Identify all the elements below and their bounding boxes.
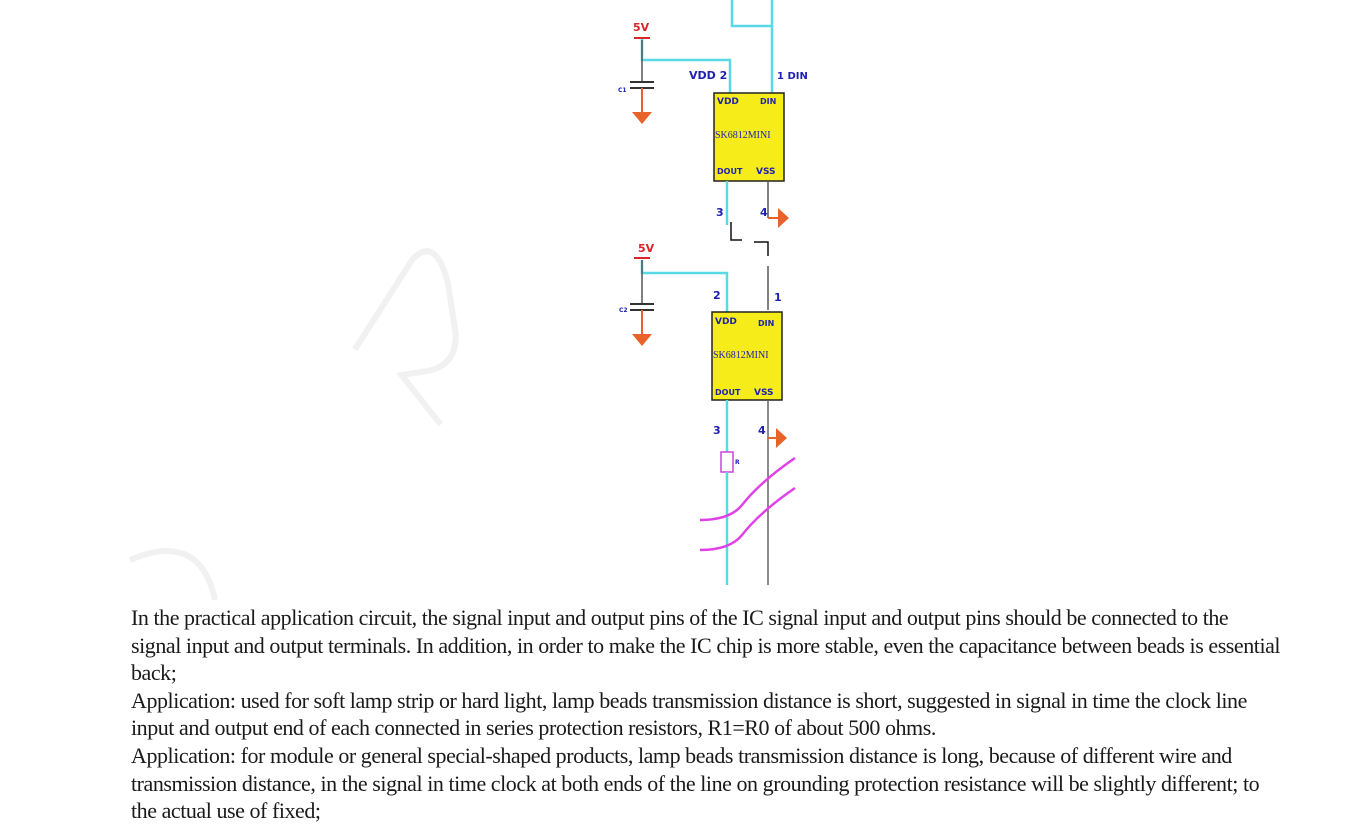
ground-symbol-chip-top [778,208,789,228]
chip-top-part: SK6812MINI [715,130,771,141]
description-text [131,604,1281,825]
chip-bottom-vdd: VDD [715,317,737,327]
paragraph-application-long: Application: for module or general special-shaped products, lamp beads transmission distance is long, because of different wire and transmission distance, in the signal in time clock at both ends of the line on grounding protection resistance will be slightly different; to the actual use of fixed; [131,742,1260,824]
chip-bottom-pin1: 1 [774,291,782,304]
supply-label-bottom: 5V [638,242,655,255]
chip-top-pin3: 3 [716,206,724,219]
chip-top-vss: VSS [756,167,776,177]
chip-top-din: DIN [760,97,777,106]
vdd-pin-label-top: VDD 2 [689,69,728,82]
ground-symbol-chip-bottom [776,428,787,448]
wire-5v-top [642,38,730,93]
paragraph-application-short: Application: used for soft lamp strip or hard light, lamp beads transmission distance is short, suggested in signal in time the clock line input and output end of each connected in series protection resistors, R1=R0 of about 500 ohms. [131,687,1247,741]
supply-label-top: 5V [633,21,650,34]
chip-bottom-pin2: 2 [713,289,721,302]
wire-5v-bottom [642,260,727,312]
chip-top-vdd: VDD [717,97,739,107]
paragraph-intro: In the practical application circuit, the signal input and output pins of the IC signal input and output pins should be connected to the signal input and output terminals. In addition, in order to make the IC chip is more stable, even the capacitance between beads is essential back; [131,605,1281,686]
chip-bottom-pin4: 4 [758,424,766,437]
chip-bottom-vss: VSS [754,388,774,398]
wire-vdd-top [732,0,772,26]
svg-text:C2: C2 [619,307,628,314]
ground-symbol-bottom-cap [632,334,652,346]
chip-bottom-din: DIN [758,319,775,328]
chip-top-dout: DOUT [717,167,743,176]
chip-bottom-dout: DOUT [715,388,741,397]
svg-text:C1: C1 [618,87,627,94]
chip-bottom-part: SK6812MINI [713,350,769,361]
chip-top-pin4: 4 [760,206,768,219]
svg-text:R: R [735,459,740,466]
ground-symbol-top-cap [632,112,652,124]
chip-bottom-pin3: 3 [713,424,721,437]
break-mark-upper [700,458,795,520]
din-pin-label-top: 1 DIN [777,71,808,82]
resistor [721,452,733,472]
